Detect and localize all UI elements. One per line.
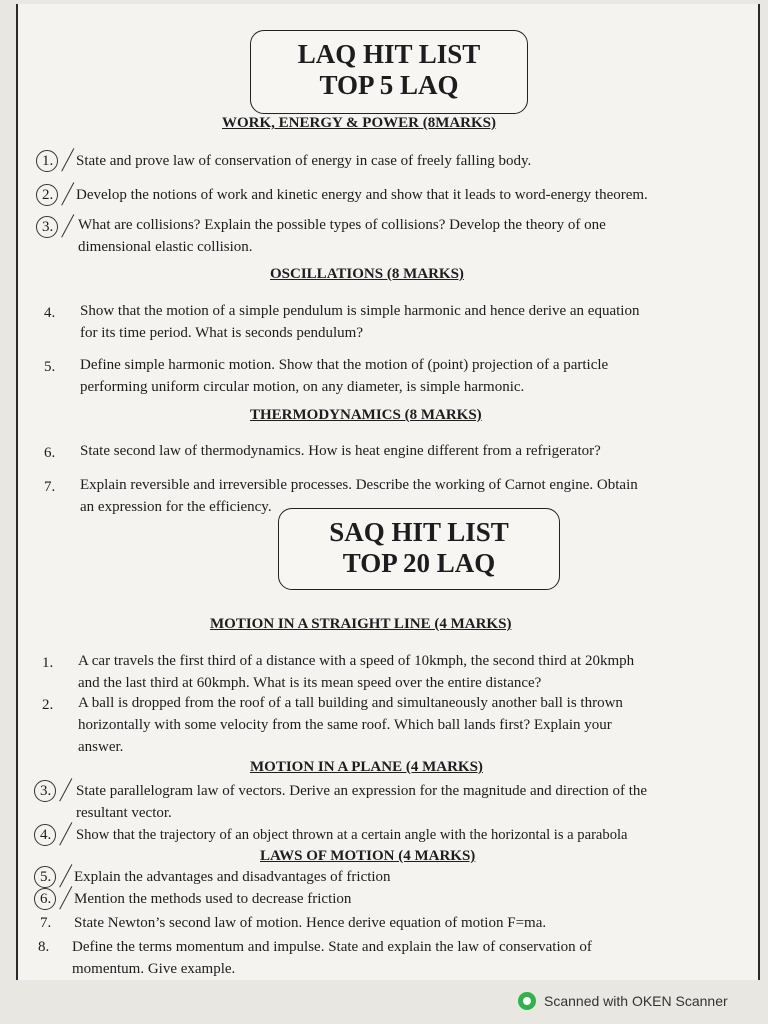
saq-8-number: 8. [38, 939, 50, 955]
scanned-page [16, 4, 760, 980]
handwritten-tick-mark [51, 176, 75, 205]
saq-2-line-2: horizontally with some velocity from the same roof. Which ball lands first? Explain your [78, 717, 612, 733]
section-heading-work-energy: WORK, ENERGY & POWER (8MARKS) [222, 115, 497, 131]
section-heading-motion-plane: MOTION IN A PLANE (4 MARKS) [250, 759, 483, 775]
saq-1-number: 1. [42, 655, 54, 671]
laq-5-line-1: Define simple harmonic motion. Show that the motion of (point) projection of a particle [80, 357, 609, 373]
laq-2-number: 2. [42, 187, 54, 203]
saq-2-number: 2. [42, 697, 54, 713]
laq-2-line-1: Develop the notions of work and kinetic energy and show that it leads to word-energy theorem. [76, 187, 648, 203]
section-heading-thermodynamics: THERMODYNAMICS (8 MARKS) [250, 407, 482, 423]
saq-4-line-1: Show that the trajectory of an object thrown at a certain angle with the horizontal is a parabola [76, 827, 628, 843]
scanner-watermark [518, 990, 728, 1012]
laq-7-line-1: Explain reversible and irreversible processes. Describe the working of Carnot engine. Obtain [80, 477, 638, 493]
laq-3-line-2: dimensional elastic collision. [78, 239, 253, 255]
laq-1-number: 1. [42, 153, 54, 169]
saq-1-line-2: and the last third at 60kmph. What is its mean speed over the entire distance? [78, 675, 542, 691]
laq-1-line-1: State and prove law of conservation of energy in case of freely falling body. [76, 153, 532, 169]
laq-6-line-1: State second law of thermodynamics. How is heat engine different from a refrigerator? [80, 443, 601, 459]
scanner-watermark-text: Scanned with OKEN Scanner [544, 993, 728, 1009]
saq-8-line-2: momentum. Give example. [72, 961, 236, 977]
saq-title-box [278, 508, 560, 590]
scanner-logo-icon [518, 992, 536, 1010]
saq-7-number: 7. [40, 915, 52, 931]
laq-6-number: 6. [44, 445, 56, 461]
section-heading-laws-of-motion: LAWS OF MOTION (4 MARKS) [260, 848, 476, 864]
saq-2-line-3: answer. [78, 739, 124, 755]
saq-1-line-1: A car travels the first third of a distance with a speed of 10kmph, the second third at 20kmph [78, 653, 635, 669]
saq-3-line-2: resultant vector. [76, 805, 172, 821]
laq-7-line-2: an expression for the efficiency. [80, 499, 272, 515]
handwritten-tick-mark [49, 772, 73, 801]
saq-8-line-1: Define the terms momentum and impulse. State and explain the law of conservation of [72, 939, 592, 955]
laq-5-line-2: performing uniform circular motion, on any diameter, is simple harmonic. [80, 379, 525, 395]
handwritten-tick-mark [51, 142, 75, 171]
laq-title-line2: TOP 5 LAQ [319, 70, 459, 101]
saq-2-line-1: A ball is dropped from the roof of a tall building and simultaneously another ball is thrown [78, 695, 623, 711]
handwritten-tick-mark [51, 208, 75, 237]
laq-7-number: 7. [44, 479, 56, 495]
saq-6-line-1: Mention the methods used to decrease friction [74, 891, 352, 907]
section-heading-oscillations: OSCILLATIONS (8 MARKS) [270, 266, 464, 282]
laq-title-line1: LAQ HIT LIST [297, 39, 481, 69]
saq-title-line1: SAQ HIT LIST [329, 517, 509, 547]
laq-5-number: 5. [44, 359, 56, 375]
laq-4-line-2: for its time period. What is seconds pendulum? [80, 325, 364, 341]
laq-4-number: 4. [44, 305, 56, 321]
saq-7-line-1: State Newton’s second law of motion. Hence derive equation of motion F=ma. [74, 915, 547, 931]
laq-3-line-1: What are collisions? Explain the possible types of collisions? Develop the theory of one [78, 217, 606, 233]
saq-4-number: 4. [40, 827, 52, 843]
saq-3-line-1: State parallelogram law of vectors. Derive an expression for the magnitude and direction of the [76, 783, 648, 799]
handwritten-tick-mark [49, 816, 73, 845]
saq-6-number: 6. [40, 891, 52, 907]
laq-3-number: 3. [42, 219, 54, 235]
saq-5-number: 5. [40, 869, 52, 885]
saq-5-line-1: Explain the advantages and disadvantages of friction [74, 869, 391, 885]
laq-4-line-1: Show that the motion of a simple pendulum is simple harmonic and hence derive an equation [80, 303, 640, 319]
saq-title-line2: TOP 20 LAQ [342, 548, 496, 579]
saq-3-number: 3. [40, 783, 52, 799]
section-heading-motion-straight-line: MOTION IN A STRAIGHT LINE (4 MARKS) [210, 616, 512, 632]
laq-title-box [250, 30, 528, 114]
